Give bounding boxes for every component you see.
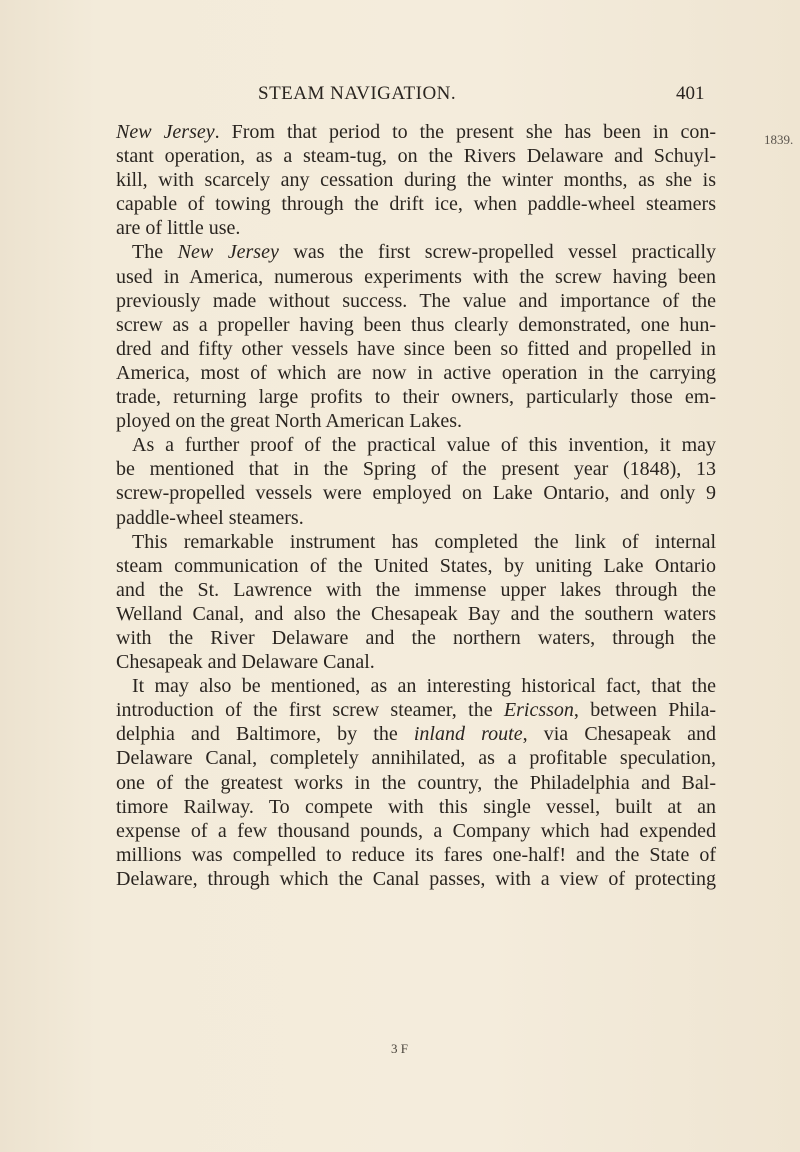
text-line [116,361,716,385]
text-segment: expense of a few thousand pounds, a Company which had expended [116,819,716,842]
text-segment: Delaware, through which the Canal passes, with a view of protecting [116,867,716,890]
text-line [116,265,716,289]
text-segment: dred and fifty other vessels have since been so fitted and propelled in [116,337,716,360]
text-line [116,240,716,264]
text-segment: kill, with scarcely any cessation during the winter months, as she is [116,169,716,192]
text-line [116,867,716,891]
text-line [116,650,716,674]
text-segment: introduction of the first screw steamer, the [116,699,504,722]
text-segment: screw-propelled vessels were employed on Lake Ontario, and only 9 [116,482,716,505]
text-line [116,433,716,457]
text-line [116,795,716,819]
text-segment: It may also be mentioned, as an interesting historical fact, that the [132,675,716,698]
text-segment: Delaware Canal, completely annihilated, as a profitable speculation, [116,747,716,770]
text-line [116,216,716,240]
text-segment: ployed on the great North American Lakes. [116,410,462,433]
text-line [116,674,716,698]
text-segment: capable of towing through the drift ice, when paddle-wheel steamers [116,193,716,216]
text-line [116,843,716,867]
text-segment: As a further proof of the practical value of this invention, it may [132,434,716,457]
text-segment: This remarkable instrument has completed the link of internal [132,530,716,553]
italic-text: New Jersey [116,121,215,143]
running-head: STEAM NAVIGATION. [258,83,457,104]
text-line [116,722,716,746]
text-line [116,120,716,144]
text-line [116,313,716,337]
text-line [116,192,716,216]
text-line [116,771,716,795]
text-line [116,481,716,505]
text-segment: and the St. Lawrence with the immense upper lakes through the [116,578,716,601]
text-segment: America, most of which are now in active operation in the carrying [116,361,716,384]
text-segment: are of little use. [116,217,241,240]
text-line [116,819,716,843]
body-text [116,120,716,891]
text-line [116,144,716,168]
text-segment: , between Phila- [573,699,716,722]
italic-text: Ericsson [503,699,574,722]
text-segment: , via Chesapeak and [522,723,716,746]
text-segment: screw as a propeller having been thus clearly demonstrated, one hun- [116,313,716,336]
text-line [116,602,716,626]
text-segment: . From that period to the present she has been in con- [214,121,716,143]
text-segment: with the River Delaware and the northern waters, through the [116,626,716,649]
text-line [116,746,716,770]
text-segment: timore Railway. To compete with this single vessel, built at an [116,795,716,818]
margin-year-note: 1839. [764,132,794,147]
text-line [116,698,716,722]
text-segment: delphia and Baltimore, by the [116,723,414,746]
text-segment: steam communication of the United States, by uniting Lake Ontario [116,554,716,577]
text-segment: millions was compelled to reduce its fares one-half! and the State of [116,843,716,866]
text-segment: be mentioned that in the Spring of the present year (1848), 13 [116,458,716,481]
text-line [116,506,716,530]
text-segment: trade, returning large profits to their owners, particularly those em- [116,386,716,409]
text-line [116,289,716,313]
signature-mark: 3 F [391,1041,408,1056]
text-line [116,554,716,578]
text-segment: previously made without success. The value and importance of the [116,289,716,312]
text-segment: Welland Canal, and also the Chesapeak Bay and the southern waters [116,602,716,625]
text-line [116,457,716,481]
text-segment: paddle-wheel steamers. [116,506,304,529]
text-line [116,385,716,409]
text-segment: one of the greatest works in the country, the Philadelphia and Bal- [116,771,716,794]
text-segment: was the first screw-propelled vessel practically [278,241,717,264]
page-number: 401 [676,83,705,104]
text-line [116,337,716,361]
italic-text: New Jersey [177,241,279,264]
italic-text: inland route [413,723,523,746]
text-segment: stant operation, as a steam-tug, on the Rivers Delaware and Schuyl- [116,145,716,168]
text-segment: The [132,241,178,264]
text-line [116,530,716,554]
text-line [116,409,716,433]
text-segment: Chesapeak and Delaware Canal. [116,651,375,674]
text-segment: used in America, numerous experiments with the screw having been [116,265,716,288]
text-line [116,578,716,602]
text-line [116,168,716,192]
text-line [116,626,716,650]
